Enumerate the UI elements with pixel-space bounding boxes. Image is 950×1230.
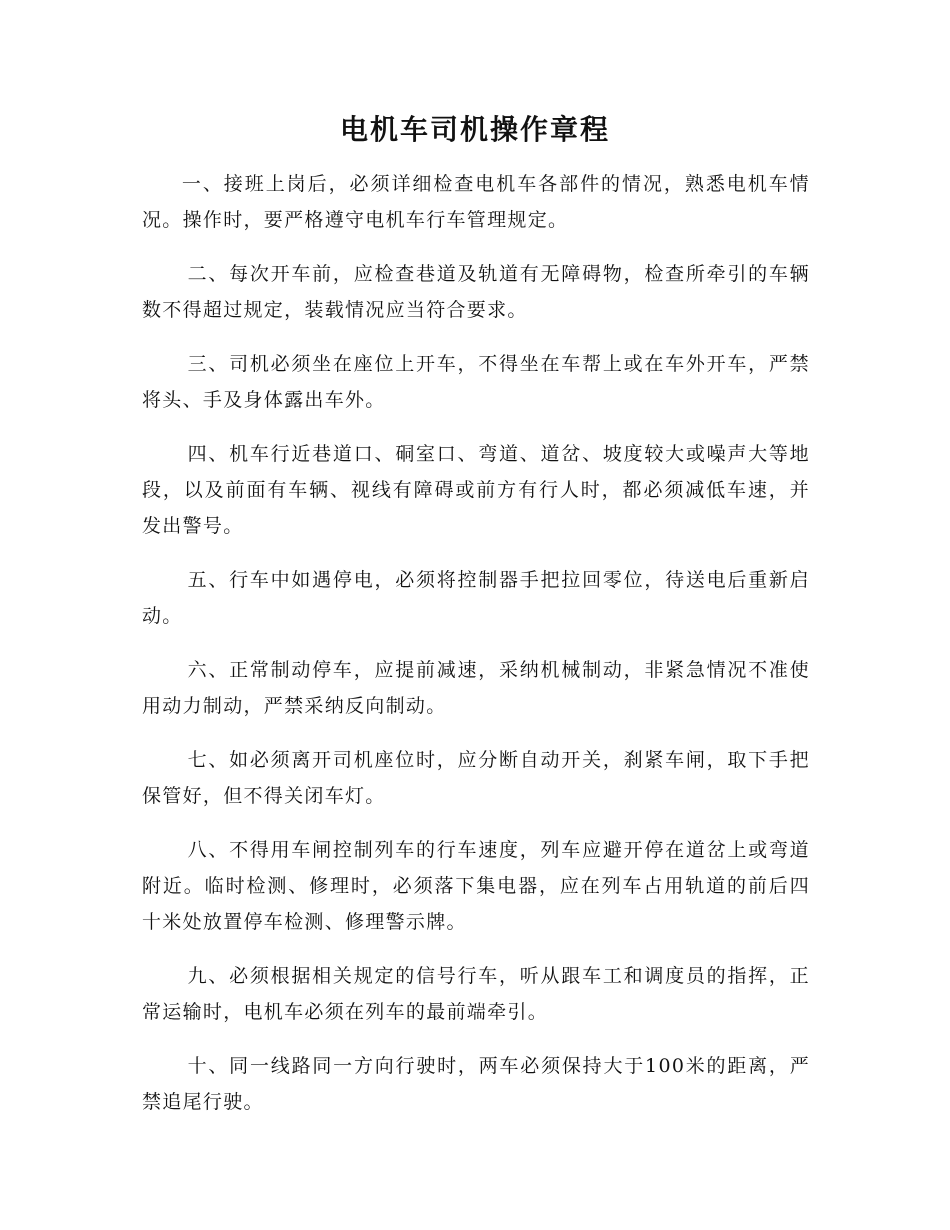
paragraph-9: 九、必须根据相关规定的信号行车，听从跟车工和调度员的指挥，正常运输时，电机车必须在列车的最前端牵引。: [142, 965, 810, 1023]
paragraph-4: 四、机车行近巷道口、硐室口、弯道、道岔、坡度较大或噪声大等地段，以及前面有车辆、视线有障碍或前方有行人时，都必须减低车速，并发出警号。: [142, 443, 810, 537]
paragraph-2: 二、每次开车前，应检查巷道及轨道有无障碍物，检查所牵引的车辆数不得超过规定，装载情况应当符合要求。: [142, 263, 810, 321]
paragraph-1: 一、接班上岗后，必须详细检查电机车各部件的情况，熟悉电机车情况。操作时，要严格遵守电机车行车管理规定。: [142, 173, 810, 231]
paragraph-7: 七、如必须离开司机座位时，应分断自动开关，刹紧车闸，取下手把保管好，但不得关闭车灯。: [142, 749, 810, 807]
paragraph-3: 三、司机必须坐在座位上开车，不得坐在车帮上或在车外开车，严禁将头、手及身体露出车外。: [142, 353, 810, 411]
document-title: 电机车司机操作章程: [339, 113, 610, 146]
paragraph-5: 五、行车中如遇停电，必须将控制器手把拉回零位，待送电后重新启动。: [142, 569, 810, 627]
paragraph-10: 十、同一线路同一方向行驶时，两车必须保持大于100米的距离，严禁追尾行驶。: [142, 1055, 810, 1113]
paragraph-8: 八、不得用车闸控制列车的行车速度，列车应避开停在道岔上或弯道附近。临时检测、修理时，必须落下集电器，应在列车占用轨道的前后四十米处放置停车检测、修理警示牌。: [142, 839, 810, 933]
paragraph-6: 六、正常制动停车，应提前减速，采纳机械制动，非紧急情况不准使用动力制动，严禁采纳反向制动。: [142, 659, 810, 717]
document-body: [142, 166, 810, 1138]
